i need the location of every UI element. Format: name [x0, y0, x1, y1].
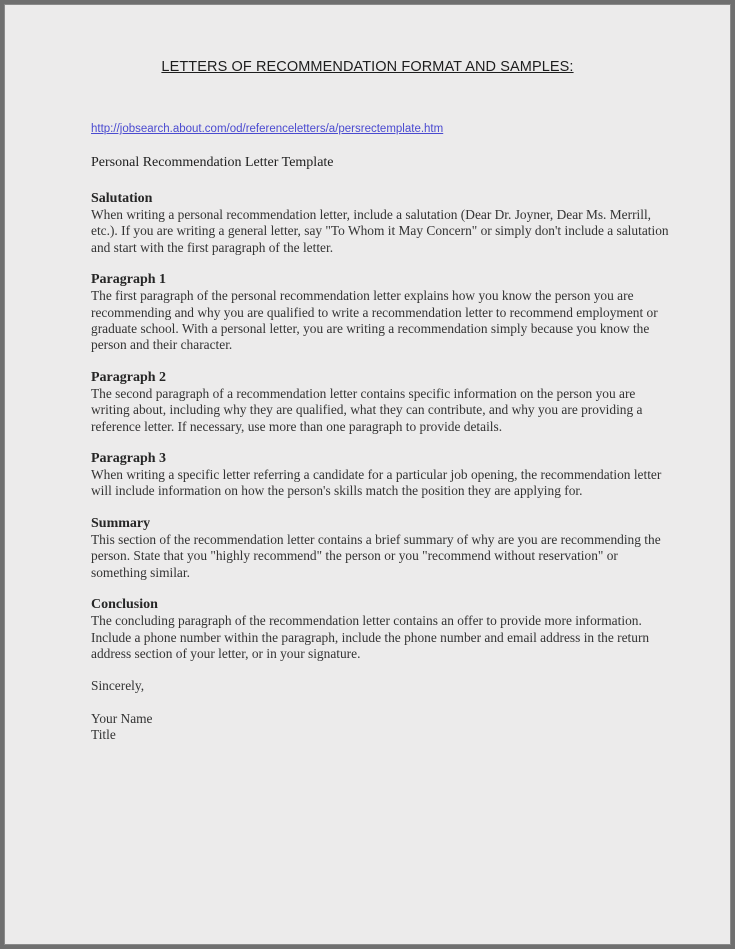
section-body: The first paragraph of the personal recommendation letter explains how you know the person you are recommending and why you are qualified to write a recommendation letter to recommend employment or graduate school. With a personal letter, you are writing a recommendation simply because you know the person and their character.	[91, 288, 658, 353]
section-salutation	[91, 191, 671, 256]
signature-name: Your Name	[91, 710, 153, 726]
section-title: Paragraph 1	[91, 272, 167, 288]
section-paragraph-1	[91, 272, 671, 354]
section-body: When writing a personal recommendation letter, include a salutation (Dear Dr. Joyner, Dear Ms. Merrill, etc.). If you are writing a general letter, say "To Whom it May Concern" or simply don't include a salutation and start with the first paragraph of the letter.	[91, 207, 669, 255]
section-title: Paragraph 3	[91, 451, 167, 467]
section-title: Conclusion	[91, 597, 158, 613]
section-summary	[91, 516, 671, 581]
section-title: Summary	[91, 515, 151, 531]
signature-title: Title	[91, 727, 116, 743]
section-title: Paragraph 2	[91, 369, 167, 385]
section-body: When writing a specific letter referring a candidate for a particular job opening, the recommendation letter will include information on how the person's skills match the position they are applying for.	[91, 467, 662, 499]
section-paragraph-2	[91, 370, 671, 435]
document-title: LETTERS OF RECOMMENDATION FORMAT AND SAMPLES:	[161, 59, 574, 75]
closing-line: Sincerely,	[91, 678, 145, 694]
section-body: The concluding paragraph of the recommendation letter contains an offer to provide more information. Include a phone number within the paragraph, include the phone number and email address in the return address section of your letter, or in your signature.	[91, 613, 650, 661]
document-page	[4, 4, 731, 945]
template-heading: Personal Recommendation Letter Template	[91, 155, 334, 170]
section-body: The second paragraph of a recommendation letter contains specific information on the person you are writing about, including why they are qualified, what they can contribute, and why you are providing a reference letter. If necessary, use more than one paragraph to provide details.	[91, 385, 643, 434]
section-body: This section of the recommendation letter contains a brief summary of why are you are recommending the person. State that you "highly recommend" the person or you "recommend without reservation" or something similar.	[91, 531, 661, 580]
section-conclusion	[91, 597, 671, 662]
reference-link[interactable]: http://jobsearch.about.com/od/referenceletters/a/persrectemplate.htm	[91, 123, 444, 135]
section-paragraph-3	[91, 451, 671, 500]
document-content	[91, 155, 671, 744]
section-title: Salutation	[91, 191, 153, 206]
